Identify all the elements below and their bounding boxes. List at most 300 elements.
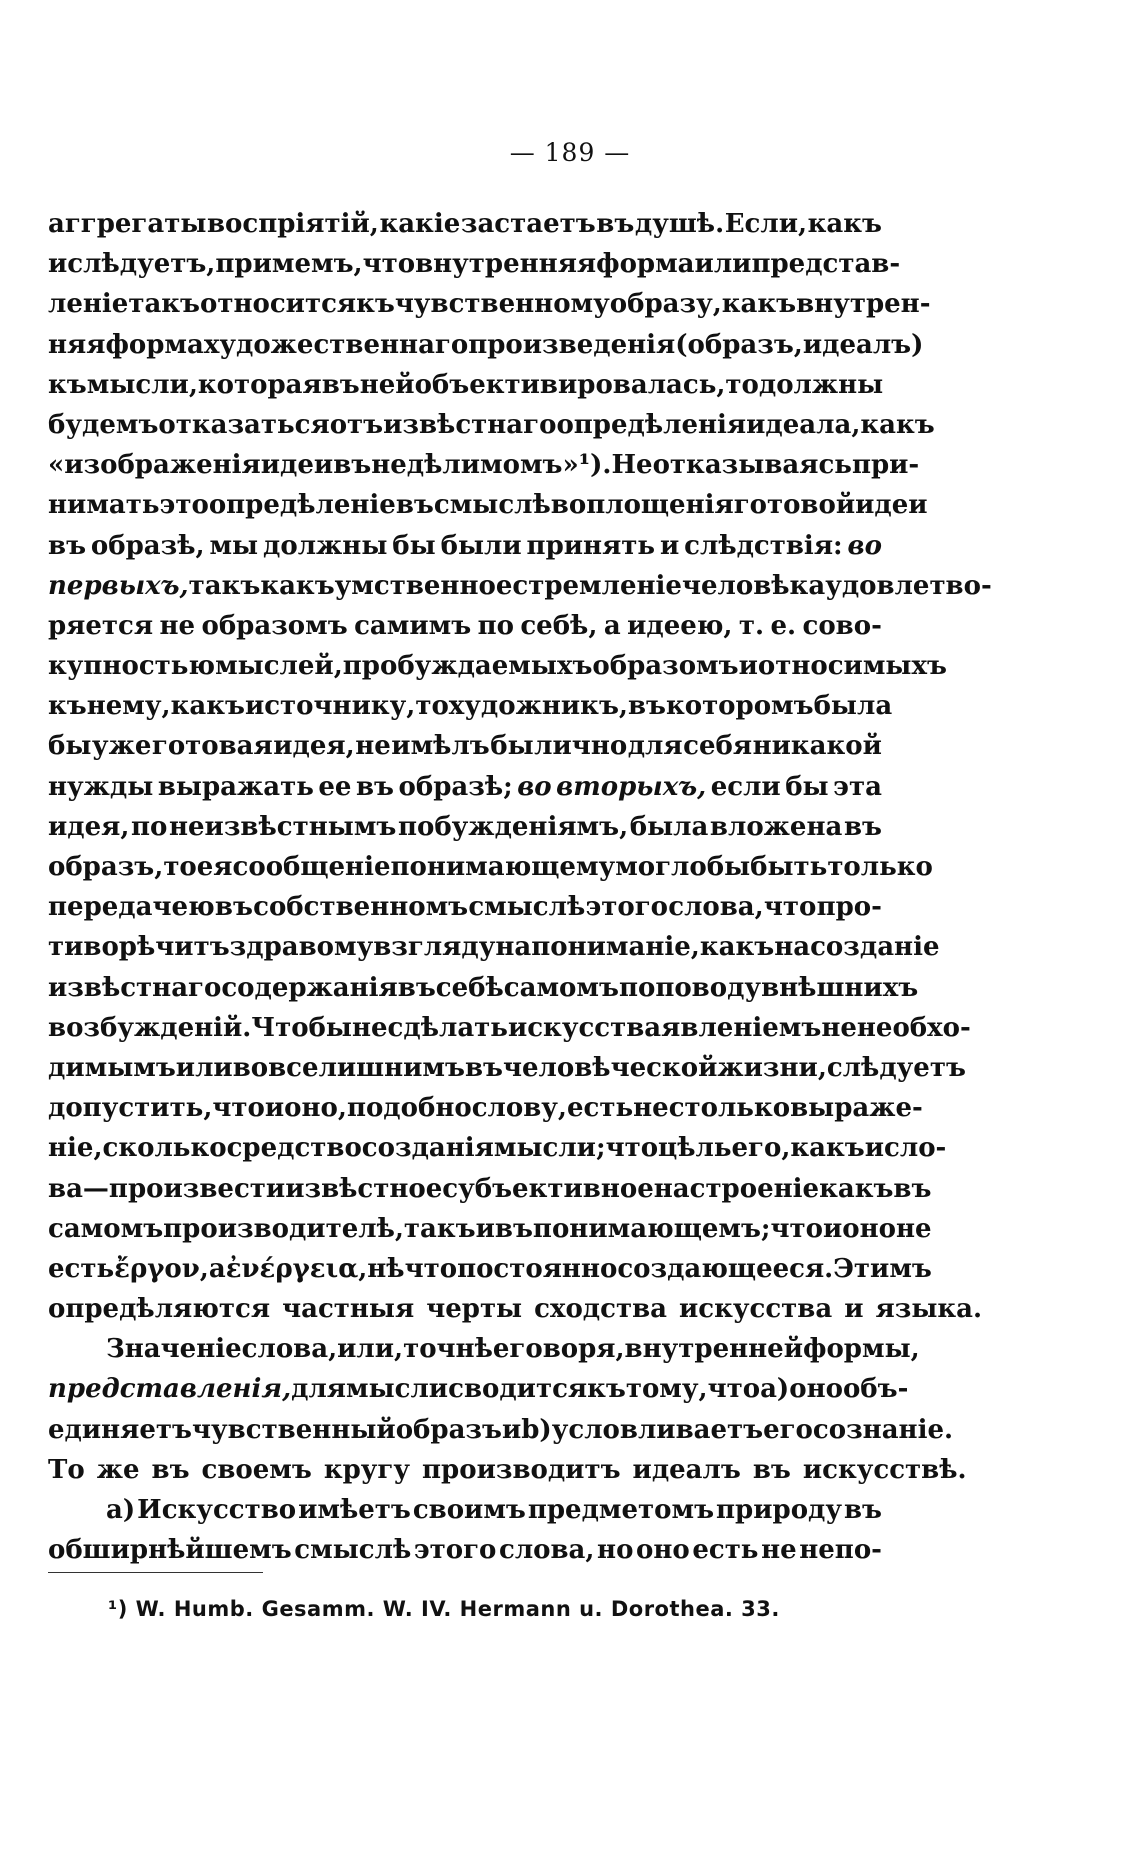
word: не — [355, 731, 391, 762]
word: внутренней — [624, 1334, 804, 1365]
word: опредѣленія — [556, 409, 747, 440]
word: сходства — [534, 1294, 667, 1325]
word: бы — [392, 530, 436, 561]
word: настроеніе — [653, 1173, 820, 1204]
word: внутрен- — [796, 289, 931, 320]
word: Этимъ — [833, 1253, 932, 1284]
word: выражать — [157, 771, 314, 802]
word: b) — [521, 1414, 552, 1445]
word: смыслѣ — [433, 490, 551, 521]
word: имѣетъ — [298, 1495, 411, 1525]
word: образомъ — [201, 610, 348, 641]
word: а) — [760, 1374, 790, 1405]
word: готовая — [151, 731, 273, 762]
word: точнѣе — [403, 1334, 510, 1365]
word: содержанія — [221, 972, 398, 1003]
text-line — [48, 1048, 966, 1088]
word: въ — [321, 369, 360, 400]
word: какъ — [721, 289, 797, 320]
word: готовой — [733, 490, 856, 521]
word: мысли, — [86, 369, 198, 400]
word: на — [495, 932, 532, 963]
word: предметомъ — [527, 1495, 715, 1525]
text-line — [48, 1450, 967, 1490]
text-line — [48, 1490, 882, 1530]
word: слову, — [471, 1093, 567, 1124]
word: представ- — [751, 249, 901, 280]
word: нужды — [48, 771, 154, 802]
text-line — [48, 686, 893, 726]
word: какъ — [807, 209, 882, 239]
word: принять — [526, 530, 656, 561]
word: а — [208, 1253, 226, 1284]
text-line — [48, 887, 882, 927]
text-line — [48, 1128, 947, 1168]
word: слова, — [498, 1535, 595, 1566]
word: была — [813, 691, 893, 722]
word: въ — [843, 1495, 882, 1525]
word: идеалъ — [632, 1454, 741, 1485]
word: аггрегаты — [48, 209, 207, 239]
text-line — [48, 325, 924, 365]
word: лично — [534, 731, 628, 762]
word: объ- — [842, 1374, 909, 1405]
word: въ — [893, 1173, 932, 1204]
word: въ — [214, 892, 253, 923]
word: неизвѣстнымъ — [168, 811, 397, 842]
text-line — [48, 646, 947, 686]
word: частныя — [282, 1294, 415, 1325]
text-line — [48, 445, 920, 485]
word: пробуждаемыхъ — [342, 651, 593, 682]
word: это — [159, 490, 209, 521]
word: мысли — [346, 1374, 449, 1405]
word: купностью — [48, 651, 216, 682]
word: идеала, — [746, 409, 861, 440]
word: ряется — [48, 610, 154, 641]
footnote-marker: ¹) — [108, 1597, 128, 1621]
word: и — [48, 249, 68, 280]
word: во — [517, 771, 552, 802]
word: самимъ — [354, 610, 472, 641]
word: въ — [397, 972, 436, 1003]
word: должны — [263, 530, 388, 561]
word: опредѣленіе — [208, 490, 396, 521]
word: въ — [494, 1213, 533, 1244]
word: постоянно — [457, 1253, 618, 1284]
word: первыхъ, — [48, 570, 189, 601]
word: представленія, — [48, 1374, 292, 1405]
word: про- — [816, 892, 882, 923]
word: вложена — [709, 811, 843, 842]
word: обширнѣйшемъ — [48, 1535, 292, 1566]
text-line — [48, 1008, 971, 1048]
word: опредѣляются — [48, 1294, 271, 1325]
word: е. — [770, 610, 797, 641]
word: слѣдствія: — [684, 530, 843, 561]
word: идеи — [260, 450, 334, 481]
word: то — [415, 691, 449, 722]
word: Если, — [724, 209, 808, 239]
word: образѣ; — [398, 771, 513, 802]
word: вовсе — [232, 1052, 319, 1083]
word: къ — [587, 1374, 626, 1405]
word: извѣстнаго — [48, 972, 222, 1003]
word: какъ — [170, 691, 245, 722]
word: мысли; — [493, 1133, 606, 1164]
word: художникъ, — [448, 691, 628, 722]
word: выраже- — [790, 1093, 923, 1124]
word: леніе — [48, 289, 129, 320]
word: при- — [851, 450, 920, 481]
word: внутренняя — [415, 249, 597, 280]
word: оно — [789, 1374, 843, 1405]
word: бы — [48, 731, 92, 762]
text-line — [48, 1249, 932, 1289]
word: и — [844, 1294, 864, 1325]
word: собственномъ — [253, 892, 469, 923]
text-line — [48, 405, 935, 445]
word: своемъ — [201, 1454, 312, 1485]
word: формы, — [803, 1334, 920, 1365]
word: уже — [91, 731, 152, 762]
word: бы — [490, 731, 534, 762]
word: умственное — [334, 570, 513, 601]
text-line — [48, 767, 882, 807]
word: воплощенія — [550, 490, 734, 521]
word: субъективное — [442, 1173, 654, 1204]
word: въ — [395, 490, 434, 521]
word: чувственный — [192, 1414, 396, 1445]
word: или — [175, 1052, 233, 1083]
word: его, — [731, 1133, 791, 1164]
word: идеи — [855, 490, 928, 521]
word: примемъ, — [215, 249, 363, 280]
word: которая — [197, 369, 322, 400]
footnote-text: W. Humb. Gesamm. W. IV. Hermann u. Dorothea. 33. — [135, 1597, 780, 1621]
word: были — [440, 530, 522, 561]
word: самомъ — [503, 972, 619, 1003]
word: ва—произвести — [48, 1173, 286, 1204]
word: (образъ, — [675, 329, 803, 360]
word: но — [597, 1535, 634, 1566]
word: лишнимъ — [318, 1052, 465, 1083]
word: и — [475, 1213, 495, 1244]
word: этого — [413, 1535, 497, 1566]
word: то — [163, 852, 197, 882]
word: языка. — [875, 1294, 983, 1325]
word: не — [633, 1093, 669, 1124]
text-line — [48, 1088, 923, 1128]
text-line — [48, 606, 882, 646]
word: воспріятій, — [206, 209, 379, 239]
word: имѣлъ — [391, 731, 490, 762]
word: какіе — [379, 209, 461, 239]
word: могло — [615, 852, 707, 882]
word: человѣческой — [502, 1052, 718, 1083]
word: возбужденій. — [48, 1012, 252, 1043]
word: черты — [426, 1294, 523, 1325]
word: то — [725, 369, 759, 400]
word: оно, — [284, 1093, 347, 1124]
text-line — [48, 847, 933, 887]
word: т. — [738, 610, 765, 641]
word: единяетъ — [48, 1414, 192, 1445]
word: къ — [48, 691, 87, 722]
word: для — [291, 1374, 346, 1405]
word: извѣстнаго — [383, 409, 557, 440]
text-line — [48, 1530, 882, 1570]
word: сдѣлать — [387, 1012, 508, 1043]
word: какъ — [819, 1173, 894, 1204]
word: произведенія — [468, 329, 676, 360]
word: слова, — [668, 892, 764, 923]
word: ἔργον, — [114, 1253, 209, 1284]
word: слѣдуетъ — [826, 1052, 966, 1083]
word: и — [501, 1414, 522, 1445]
word: подобно — [346, 1093, 472, 1124]
word: сообщеніе — [232, 852, 391, 882]
word: такъ — [188, 570, 261, 601]
word: въ — [333, 450, 372, 481]
word: самомъ — [48, 1213, 164, 1244]
word: искусства — [507, 1012, 662, 1043]
text-line — [48, 1289, 983, 1329]
word: нѣчто — [367, 1253, 458, 1284]
text-line — [48, 566, 992, 606]
word: никакой — [752, 731, 882, 762]
text-line — [48, 1329, 920, 1369]
word: побужденіямъ, — [397, 811, 629, 842]
word: нимать — [48, 490, 160, 521]
word: а) — [106, 1495, 136, 1525]
word: по — [477, 610, 514, 641]
word: мы — [209, 530, 259, 561]
word: кругу — [323, 1454, 411, 1485]
word: мыслей, — [215, 651, 343, 682]
word: извѣстное — [285, 1173, 443, 1204]
word: своимъ — [412, 1495, 526, 1525]
word: этого — [585, 892, 669, 923]
word: образѣ, — [90, 530, 205, 561]
word: сколько — [102, 1133, 227, 1164]
word: искусства — [678, 1294, 833, 1325]
word: сводится — [448, 1374, 588, 1405]
text-line — [48, 968, 919, 1008]
text-line — [48, 485, 928, 525]
word: въ — [151, 1454, 190, 1485]
text-line — [48, 726, 882, 766]
word: нему, — [86, 691, 171, 722]
word: что — [763, 892, 817, 923]
word: во — [847, 530, 882, 561]
word: какъ — [260, 570, 335, 601]
word: художественнаго — [203, 329, 469, 360]
text-line — [48, 807, 882, 847]
word: что — [362, 249, 416, 280]
word: будемъ — [48, 409, 159, 440]
word: смыслѣ — [294, 1535, 412, 1566]
word: бы — [706, 852, 751, 882]
text-line — [48, 365, 882, 405]
word: не — [896, 1213, 932, 1244]
word: была — [629, 811, 709, 842]
word: объективировалась, — [414, 369, 726, 400]
word: образъ, — [48, 852, 164, 882]
word: эта — [833, 771, 882, 802]
word: передачею — [48, 892, 215, 923]
word: взгляду — [373, 932, 496, 963]
word: поводу — [655, 972, 762, 1003]
word: не — [761, 1535, 797, 1566]
word: слѣдуетъ, — [67, 249, 216, 280]
text-line — [48, 1410, 954, 1450]
footnote — [108, 1597, 780, 1621]
word: относимыхъ — [757, 651, 947, 682]
word: же — [96, 1454, 140, 1485]
word: что — [605, 1133, 659, 1164]
word: душѣ. — [634, 209, 725, 239]
word: что — [707, 1374, 761, 1405]
word: должны — [758, 369, 884, 400]
word: жизни, — [717, 1052, 827, 1083]
text-line — [48, 927, 940, 967]
word: няя — [48, 329, 106, 360]
word: тиворѣчитъ — [48, 932, 230, 963]
word: идеею, — [627, 610, 733, 641]
word: въ — [627, 691, 666, 722]
text-line — [48, 526, 882, 566]
word: внѣшнихъ — [761, 972, 919, 1003]
word: удовлетво- — [825, 570, 992, 601]
word: созданіе — [810, 932, 940, 963]
word: понимающему — [390, 852, 616, 882]
word: создающееся. — [617, 1253, 834, 1284]
word: бы — [785, 771, 829, 802]
word: ἐνέργεια, — [225, 1253, 368, 1284]
word: въ — [843, 811, 882, 842]
word: ніе, — [48, 1133, 103, 1164]
word: сло- — [884, 1133, 947, 1164]
word: есть — [692, 1535, 759, 1566]
footnote-divider — [48, 1572, 263, 1573]
word: природу — [716, 1495, 843, 1525]
word: стремленіе — [512, 570, 682, 601]
word: что — [212, 1093, 265, 1124]
word: искусствѣ. — [802, 1454, 967, 1485]
word: производителѣ, — [163, 1213, 404, 1244]
text-line — [48, 204, 882, 244]
word: оно — [636, 1535, 690, 1566]
word: только — [827, 852, 933, 882]
text-line — [48, 1369, 909, 1409]
word: или, — [337, 1334, 404, 1365]
word: явленіемъ — [661, 1012, 822, 1043]
word: созданія — [361, 1133, 494, 1164]
word: здравому — [229, 932, 374, 963]
word: цѣль — [658, 1133, 732, 1164]
word: Чтобы — [251, 1012, 352, 1043]
word: а — [603, 610, 621, 641]
word: То — [48, 1454, 85, 1485]
word: форма — [105, 329, 204, 360]
word: въ — [596, 209, 635, 239]
word: въ — [48, 530, 87, 561]
body-text — [48, 204, 992, 1570]
word: есть — [48, 1253, 115, 1284]
word: не — [159, 610, 196, 641]
word: не — [351, 1012, 388, 1043]
text-line — [48, 284, 931, 324]
word: какъ — [699, 932, 775, 963]
word: ней — [359, 369, 415, 400]
word: по — [618, 972, 656, 1003]
word: на — [774, 932, 811, 963]
word: образъ — [395, 1414, 502, 1445]
word: средство — [226, 1133, 362, 1164]
word: условливаетъ — [551, 1414, 764, 1445]
word: допустить, — [48, 1093, 213, 1124]
word: пониманіе, — [531, 932, 700, 963]
word: быть — [750, 852, 828, 882]
word: непо- — [799, 1535, 882, 1566]
word: ¹). — [578, 450, 612, 481]
word: такъ — [403, 1213, 476, 1244]
word: тому, — [625, 1374, 708, 1405]
word: ее — [318, 771, 352, 802]
word: человѣка — [681, 570, 826, 601]
word: отъ — [329, 409, 384, 440]
word: не — [821, 1012, 857, 1043]
word: къ — [48, 369, 87, 400]
word: отказываясь — [652, 450, 852, 481]
word: по — [131, 811, 168, 842]
word: образомъ — [592, 651, 739, 682]
word: понимающемъ; — [532, 1213, 771, 1244]
word: что — [770, 1213, 823, 1244]
page-number: — 189 — — [509, 138, 631, 167]
word: если — [710, 771, 781, 802]
word: производитъ — [422, 1454, 621, 1485]
word: себѣ, — [520, 610, 598, 641]
word: въ — [464, 1052, 503, 1083]
word: себя — [683, 731, 753, 762]
word: смыслѣ — [468, 892, 586, 923]
word: Не — [611, 450, 653, 481]
word: Искусство — [137, 1495, 297, 1525]
word: застаетъ — [460, 209, 596, 239]
word: и — [864, 1133, 885, 1164]
word: ея — [196, 852, 233, 882]
word: въ — [752, 1454, 791, 1485]
word: форма — [596, 249, 695, 280]
word: образу, — [609, 289, 722, 320]
word: его — [763, 1414, 813, 1445]
word: или — [694, 249, 752, 280]
word: источнику, — [244, 691, 416, 722]
word: такъ — [128, 289, 201, 320]
word: и — [823, 1213, 843, 1244]
word: и — [659, 530, 680, 561]
word: которомъ — [665, 691, 814, 722]
word: сово- — [802, 610, 882, 641]
word: «изображенія — [48, 450, 261, 481]
word: и — [738, 651, 758, 682]
text-line — [48, 1209, 932, 1249]
word: димымъ — [48, 1052, 176, 1083]
word: себѣ — [435, 972, 504, 1003]
word: идея, — [48, 811, 130, 842]
